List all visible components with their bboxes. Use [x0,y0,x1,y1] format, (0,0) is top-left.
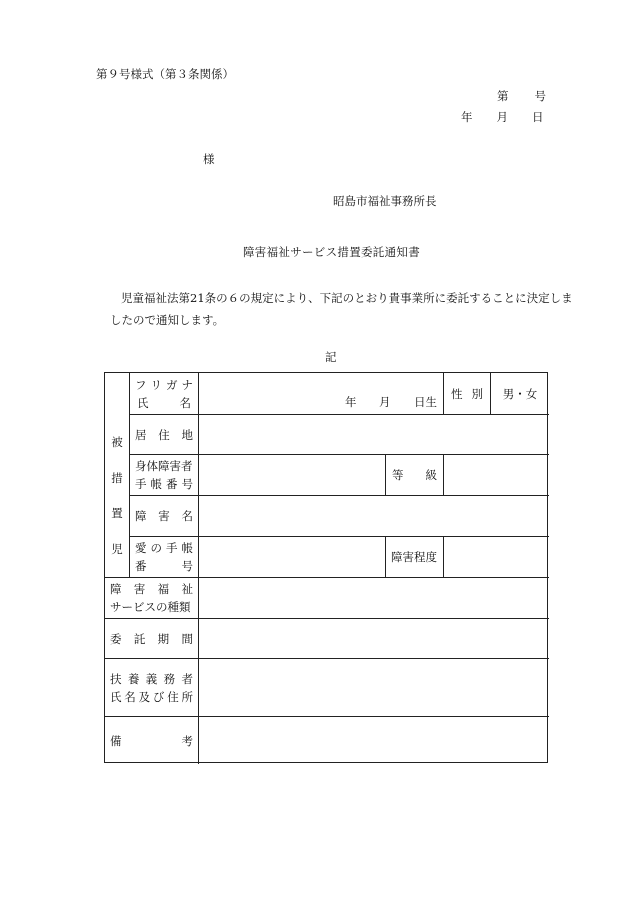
disability-name-label: 障 害 名 [135,509,193,523]
ki-heading: 記 [325,350,337,364]
service-type-value[interactable] [199,578,549,618]
document-title: 障害福祉サービス措置委託通知書 [243,245,420,259]
shimei-label: 氏 名 [137,395,191,410]
body-text: 児童福祉法第21条の６の規定により、下記のとおり貴事業所に委託することに決定しましたので通知します。 [110,291,573,327]
name-label [135,373,193,414]
guardian-value[interactable] [199,659,549,716]
sender-name: 昭島市福祉事務所長 [333,194,437,208]
furigana-label: フ リ ガ ナ [135,377,193,392]
number-prefix: 第 [497,89,509,103]
address-value[interactable] [199,415,549,454]
issue-date-line [461,109,544,125]
physical-handbook-label: 身体障害者 手 帳 番 号 [135,459,193,491]
address-label: 居 住 地 [135,427,193,442]
ai-handbook-number-value[interactable] [199,537,385,577]
date-day: 日 [532,110,544,124]
disability-degree-value[interactable] [444,537,549,577]
commission-period-value[interactable] [199,619,549,658]
date-month: 月 [496,110,508,124]
grade-label: 等 級 [392,468,437,482]
name-value-cell[interactable] [199,373,442,414]
birth-day: 日生 [414,395,437,409]
service-type-label: 障 害 福 祉 サービスの種類 [110,582,193,614]
form-number: 第９号様式（第３条関係） [96,67,234,81]
subject-child-group-label: 被 措 置 児 [111,434,123,557]
ai-handbook-label: 愛 の 手 帳 番 号 [135,541,193,573]
grade-value[interactable] [444,455,549,495]
notice-table [104,372,548,763]
document-number-line [497,88,546,104]
disability-name-value[interactable] [199,496,549,536]
commission-period-label: 委 託 期 間 [110,631,193,646]
remarks-label: 備 考 [110,733,193,748]
guardian-label: 扶 養 義 務 者 氏 名 及 び 住 所 [110,671,193,704]
birth-month: 月 [379,395,391,409]
birth-year: 年 [345,395,357,409]
addressee-suffix: 様 [203,152,215,166]
number-suffix: 号 [534,89,546,103]
date-year: 年 [461,110,473,124]
sex-label: 性 別 [451,386,483,401]
remarks-value[interactable] [199,717,549,764]
disability-degree-label: 障害程度 [391,550,437,564]
physical-handbook-number-value[interactable] [199,455,385,495]
sex-value[interactable]: 男・女 [502,386,538,401]
